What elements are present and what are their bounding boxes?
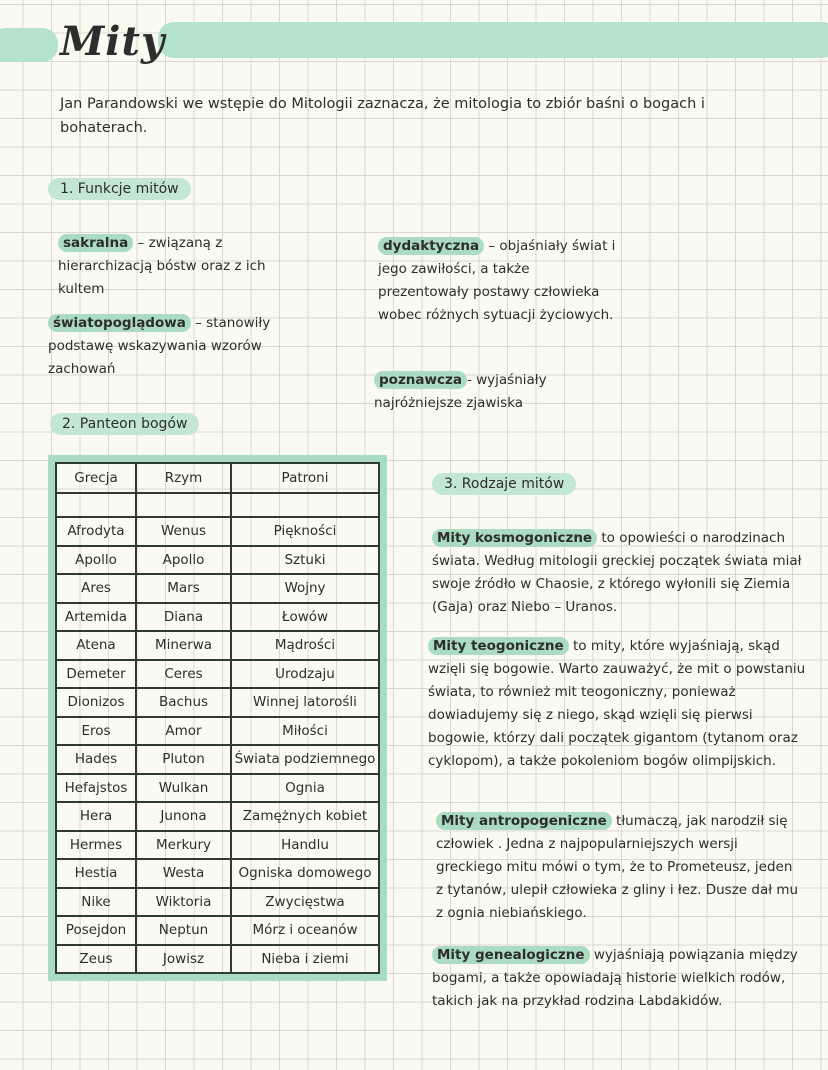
table-row [56, 802, 379, 831]
desc: wyjaśniają powiązania między bogami, a także opowiadają historie wielkich rodów, takich jak na przykład rodzina Labdakidów. [432, 947, 798, 1009]
table-row [56, 546, 379, 575]
patron-cell: Mórz i oceanów [231, 916, 379, 945]
greek-god-cell: Hestia [56, 859, 136, 888]
term: dydaktyczna [378, 237, 484, 255]
spacer [231, 493, 379, 517]
title-bar-left [0, 28, 58, 62]
roman-god-cell: Junona [136, 802, 231, 831]
greek-god-cell: Apollo [56, 546, 136, 575]
section-heading-myth-types: 3. Rodzaje mitów [432, 473, 576, 495]
table-row [56, 688, 379, 717]
patron-cell: Handlu [231, 831, 379, 860]
greek-god-cell: Artemida [56, 603, 136, 632]
intro-text: Jan Parandowski we wstępie do Mitologii zaznacza, że mitologia to zbiór baśni o bogach i bohaterach. [60, 96, 705, 136]
patron-cell: Winnej latorośli [231, 688, 379, 717]
page-title: Mity [60, 18, 166, 65]
desc: - wyjaśniały najróżniejsze zjawiska [374, 372, 547, 411]
table-row [56, 831, 379, 860]
roman-god-cell: Wenus [136, 517, 231, 546]
myth-antropogeniczne [436, 810, 801, 925]
section-heading-functions: 1. Funkcje mitów [48, 178, 191, 200]
table-row [56, 717, 379, 746]
desc: – stanowiły podstawę wskazywania wzorów zachowań [48, 315, 271, 377]
roman-god-cell: Mars [136, 574, 231, 603]
greek-god-cell: Hefajstos [56, 774, 136, 803]
patron-cell: Sztuki [231, 546, 379, 575]
patron-cell: Wojny [231, 574, 379, 603]
patron-cell: Miłości [231, 717, 379, 746]
greek-god-cell: Hera [56, 802, 136, 831]
table-row [56, 859, 379, 888]
table-header-row [56, 463, 379, 493]
greek-god-cell: Afrodyta [56, 517, 136, 546]
roman-god-cell: Westa [136, 859, 231, 888]
term: Mity kosmogoniczne [432, 529, 597, 547]
section-heading-pantheon: 2. Panteon bogów [50, 413, 199, 435]
title-bar-right [158, 22, 828, 58]
roman-god-cell: Minerwa [136, 631, 231, 660]
patron-cell: Ognia [231, 774, 379, 803]
function-swiatopogladowa [48, 312, 288, 381]
roman-god-cell: Amor [136, 717, 231, 746]
roman-god-cell: Merkury [136, 831, 231, 860]
patron-cell: Świata podziemnego [231, 745, 379, 774]
table-row [56, 916, 379, 945]
greek-god-cell: Nike [56, 888, 136, 917]
spacer [136, 493, 231, 517]
spacer [56, 493, 136, 517]
roman-god-cell: Wiktoria [136, 888, 231, 917]
patron-cell: Piękności [231, 517, 379, 546]
roman-god-cell: Ceres [136, 660, 231, 689]
table-row [56, 574, 379, 603]
roman-god-cell: Bachus [136, 688, 231, 717]
function-dydaktyczna [378, 235, 623, 327]
desc: – związaną z hierarchizacją bóstw oraz z ich kultem [58, 235, 266, 297]
pantheon-table [55, 462, 380, 974]
table-row [56, 745, 379, 774]
table-row [56, 774, 379, 803]
patron-cell: Urodzaju [231, 660, 379, 689]
header-cell: Patroni [231, 463, 379, 493]
desc: to mity, które wyjaśniają, skąd wzięli się bogowie. Warto zauważyć, że mit o powstaniu świata, to również mit teogoniczny, ponieważ dowiadujemy się z niego, skąd wzięli się pierwsi bogowie, którzy dali początek gigantom (tytanom oraz cyklopom), a także pokoleniom bogów olimpijskich. [428, 638, 806, 769]
greek-god-cell: Hades [56, 745, 136, 774]
patron-cell: Ogniska domowego [231, 859, 379, 888]
roman-god-cell: Pluton [136, 745, 231, 774]
term: Mity teogoniczne [428, 637, 569, 655]
patron-cell: Łowów [231, 603, 379, 632]
greek-god-cell: Dionizos [56, 688, 136, 717]
term: światopoglądowa [48, 314, 191, 332]
header-cell: Grecja [56, 463, 136, 493]
desc: tłumaczą, jak narodził się człowiek . Jedna z najpopularniejszych wersji greckiego mitu mówi o tym, że to Prometeusz, jeden z tytanów, ulepił człowieka z gliny i łez. Dusze dał mu z ognia niebiańskiego. [436, 813, 799, 921]
myth-genealogiczne [432, 944, 817, 1013]
roman-god-cell: Apollo [136, 546, 231, 575]
greek-god-cell: Atena [56, 631, 136, 660]
greek-god-cell: Posejdon [56, 916, 136, 945]
roman-god-cell: Wulkan [136, 774, 231, 803]
table-row [56, 660, 379, 689]
function-poznawcza [374, 369, 574, 415]
roman-god-cell: Diana [136, 603, 231, 632]
myth-kosmogoniczne [432, 527, 802, 619]
table-row [56, 517, 379, 546]
table-row [56, 945, 379, 974]
table-row [56, 603, 379, 632]
table-row [56, 631, 379, 660]
term: sakralna [58, 234, 133, 252]
greek-god-cell: Demeter [56, 660, 136, 689]
table-spacer-row [56, 493, 379, 517]
term: Mity genealogiczne [432, 946, 590, 964]
greek-god-cell: Zeus [56, 945, 136, 974]
greek-god-cell: Hermes [56, 831, 136, 860]
term: Mity antropogeniczne [436, 812, 612, 830]
patron-cell: Zamężnych kobiet [231, 802, 379, 831]
term: poznawcza [374, 371, 467, 389]
header-cell: Rzym [136, 463, 231, 493]
function-sakralna [58, 232, 278, 301]
table-row [56, 888, 379, 917]
roman-god-cell: Jowisz [136, 945, 231, 974]
patron-cell: Zwycięstwa [231, 888, 379, 917]
patron-cell: Mądrości [231, 631, 379, 660]
desc: to opowieści o narodzinach świata. Według mitologii greckiej początek świata miał swoje źródło w Chaosie, z którego wyłonili się Ziemia (Gaja) oraz Niebo – Uranos. [432, 530, 802, 615]
greek-god-cell: Ares [56, 574, 136, 603]
greek-god-cell: Eros [56, 717, 136, 746]
desc: – objaśniały świat i jego zawiłości, a także prezentowały postawy człowieka wobec różnych sytuacji życiowych. [378, 238, 616, 323]
myth-teogoniczne [428, 635, 813, 773]
roman-god-cell: Neptun [136, 916, 231, 945]
patron-cell: Nieba i ziemi [231, 945, 379, 974]
